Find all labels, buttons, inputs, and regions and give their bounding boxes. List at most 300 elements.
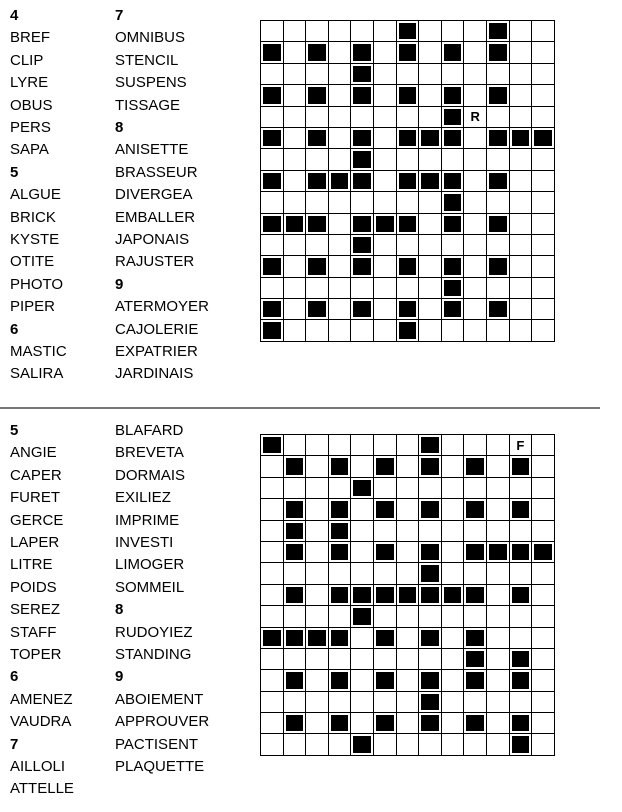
grid-cell-black[interactable] xyxy=(373,541,396,562)
grid-cell[interactable] xyxy=(328,648,351,669)
grid-cell-black[interactable] xyxy=(396,256,419,277)
grid-cell[interactable] xyxy=(306,499,329,520)
grid-cell[interactable] xyxy=(532,584,555,605)
grid-cell-black[interactable] xyxy=(328,584,351,605)
grid-cell[interactable] xyxy=(486,456,509,477)
grid-cell[interactable] xyxy=(396,606,419,627)
grid-cell-black[interactable] xyxy=(509,127,532,148)
grid-cell[interactable] xyxy=(532,477,555,498)
grid-cell[interactable] xyxy=(328,691,351,712)
grid-cell-black[interactable] xyxy=(532,541,555,562)
grid-cell-black[interactable] xyxy=(441,213,464,234)
grid-cell[interactable] xyxy=(419,277,442,298)
grid-cell[interactable] xyxy=(283,234,306,255)
grid-cell[interactable] xyxy=(509,627,532,648)
grid-cell[interactable] xyxy=(509,21,532,42)
grid-cell-black[interactable] xyxy=(419,541,442,562)
grid-cell[interactable] xyxy=(261,106,284,127)
grid-cell[interactable] xyxy=(441,456,464,477)
grid-cell[interactable] xyxy=(419,648,442,669)
grid-cell[interactable] xyxy=(283,127,306,148)
grid-cell[interactable] xyxy=(306,234,329,255)
grid-cell[interactable] xyxy=(532,85,555,106)
grid-cell[interactable] xyxy=(328,320,351,341)
grid-cell-black[interactable] xyxy=(509,584,532,605)
grid-cell[interactable] xyxy=(328,734,351,755)
grid-cell[interactable] xyxy=(373,734,396,755)
grid-cell[interactable] xyxy=(396,106,419,127)
grid-cell[interactable] xyxy=(486,106,509,127)
grid-cell-black[interactable] xyxy=(396,320,419,341)
grid-cell-black[interactable] xyxy=(486,299,509,320)
grid-cell-black[interactable] xyxy=(441,42,464,63)
grid-cell-black[interactable] xyxy=(419,499,442,520)
grid-cell[interactable] xyxy=(509,192,532,213)
grid-cell[interactable] xyxy=(306,149,329,170)
grid-cell-black[interactable] xyxy=(373,627,396,648)
grid-cell-black[interactable] xyxy=(283,670,306,691)
grid-cell[interactable] xyxy=(464,106,487,127)
grid-cell[interactable] xyxy=(419,299,442,320)
grid-cell[interactable] xyxy=(486,63,509,84)
grid-cell-black[interactable] xyxy=(419,713,442,734)
grid-cell-black[interactable] xyxy=(283,520,306,541)
grid-cell[interactable] xyxy=(464,149,487,170)
grid-cell[interactable] xyxy=(373,435,396,456)
grid-cell-black[interactable] xyxy=(351,234,374,255)
grid-cell-black[interactable] xyxy=(261,256,284,277)
grid-cell[interactable] xyxy=(509,320,532,341)
grid-cell[interactable] xyxy=(532,456,555,477)
grid-cell[interactable] xyxy=(306,456,329,477)
grid-cell-black[interactable] xyxy=(351,299,374,320)
grid-cell[interactable] xyxy=(486,734,509,755)
grid-cell[interactable] xyxy=(283,563,306,584)
grid-cell[interactable] xyxy=(328,106,351,127)
grid-cell-black[interactable] xyxy=(351,127,374,148)
grid-cell-black[interactable] xyxy=(464,713,487,734)
grid-cell-black[interactable] xyxy=(441,277,464,298)
grid-cell[interactable] xyxy=(396,627,419,648)
grid-cell[interactable] xyxy=(261,734,284,755)
grid-cell[interactable] xyxy=(283,42,306,63)
grid-cell[interactable] xyxy=(486,648,509,669)
grid-cell-black[interactable] xyxy=(464,541,487,562)
grid-cell[interactable] xyxy=(351,320,374,341)
grid-cell-black[interactable] xyxy=(306,42,329,63)
grid-cell-black[interactable] xyxy=(328,499,351,520)
grid-cell[interactable] xyxy=(419,85,442,106)
grid-cell[interactable] xyxy=(464,42,487,63)
grid-cell[interactable] xyxy=(532,277,555,298)
grid-cell[interactable] xyxy=(283,170,306,191)
grid-cell[interactable] xyxy=(464,213,487,234)
grid-cell[interactable] xyxy=(261,456,284,477)
grid-cell[interactable] xyxy=(441,63,464,84)
grid-cell-black[interactable] xyxy=(464,584,487,605)
grid-cell[interactable] xyxy=(351,713,374,734)
grid-cell[interactable] xyxy=(419,149,442,170)
grid-cell[interactable] xyxy=(464,85,487,106)
grid-cell[interactable] xyxy=(396,670,419,691)
grid-cell-black[interactable] xyxy=(261,170,284,191)
grid-cell[interactable] xyxy=(261,477,284,498)
grid-cell[interactable] xyxy=(306,713,329,734)
grid-cell[interactable] xyxy=(486,499,509,520)
grid-cell[interactable] xyxy=(373,42,396,63)
grid-cell-black[interactable] xyxy=(283,713,306,734)
grid-cell[interactable] xyxy=(328,192,351,213)
grid-cell[interactable] xyxy=(486,713,509,734)
grid-cell[interactable] xyxy=(419,21,442,42)
grid-cell-black[interactable] xyxy=(283,584,306,605)
grid-cell-black[interactable] xyxy=(283,627,306,648)
grid-cell[interactable] xyxy=(328,299,351,320)
grid-cell-black[interactable] xyxy=(328,456,351,477)
grid-cell[interactable] xyxy=(261,520,284,541)
grid-cell[interactable] xyxy=(261,606,284,627)
grid-cell[interactable] xyxy=(373,170,396,191)
grid-cell[interactable] xyxy=(328,477,351,498)
grid-cell[interactable] xyxy=(396,520,419,541)
grid-cell[interactable] xyxy=(396,63,419,84)
grid-cell-black[interactable] xyxy=(306,170,329,191)
grid-cell-black[interactable] xyxy=(509,713,532,734)
grid-cell-black[interactable] xyxy=(396,42,419,63)
grid-cell[interactable] xyxy=(464,563,487,584)
grid-cell[interactable] xyxy=(373,648,396,669)
grid-cell[interactable] xyxy=(396,563,419,584)
grid-cell[interactable] xyxy=(328,213,351,234)
grid-cell[interactable] xyxy=(351,670,374,691)
grid-cell-black[interactable] xyxy=(486,85,509,106)
grid-cell-black[interactable] xyxy=(396,85,419,106)
grid-cell[interactable] xyxy=(261,149,284,170)
grid-cell-black[interactable] xyxy=(328,627,351,648)
grid-cell[interactable] xyxy=(283,192,306,213)
grid-cell-black[interactable] xyxy=(373,584,396,605)
grid-cell[interactable] xyxy=(306,541,329,562)
grid-cell-black[interactable] xyxy=(509,499,532,520)
grid-cell[interactable] xyxy=(441,149,464,170)
grid-cell[interactable] xyxy=(351,277,374,298)
grid-cell-black[interactable] xyxy=(441,192,464,213)
grid-cell[interactable] xyxy=(419,606,442,627)
grid-cell[interactable] xyxy=(486,435,509,456)
grid-cell[interactable] xyxy=(261,713,284,734)
grid-cell-black[interactable] xyxy=(261,435,284,456)
grid-cell[interactable] xyxy=(532,213,555,234)
grid-cell-black[interactable] xyxy=(396,584,419,605)
grid-cell[interactable] xyxy=(328,149,351,170)
grid-cell[interactable] xyxy=(464,299,487,320)
grid-cell-black[interactable] xyxy=(509,541,532,562)
grid-cell-black[interactable] xyxy=(351,734,374,755)
grid-cell[interactable] xyxy=(532,170,555,191)
grid-cell[interactable] xyxy=(532,435,555,456)
grid-cell[interactable] xyxy=(283,21,306,42)
grid-cell[interactable] xyxy=(532,734,555,755)
grid-cell[interactable] xyxy=(532,320,555,341)
grid-cell[interactable] xyxy=(351,541,374,562)
grid-cell[interactable] xyxy=(351,563,374,584)
grid-cell[interactable] xyxy=(441,320,464,341)
grid-cell-black[interactable] xyxy=(306,299,329,320)
grid-cell-black[interactable] xyxy=(419,691,442,712)
grid-cell[interactable] xyxy=(441,734,464,755)
grid-cell[interactable] xyxy=(419,192,442,213)
grid-cell[interactable] xyxy=(509,435,532,456)
grid-cell-black[interactable] xyxy=(419,127,442,148)
grid-cell[interactable] xyxy=(306,648,329,669)
grid-cell[interactable] xyxy=(328,127,351,148)
grid-cell-black[interactable] xyxy=(441,256,464,277)
grid-cell[interactable] xyxy=(464,170,487,191)
grid-cell-black[interactable] xyxy=(261,627,284,648)
grid-cell[interactable] xyxy=(509,234,532,255)
grid-cell[interactable] xyxy=(464,734,487,755)
grid-cell[interactable] xyxy=(261,63,284,84)
grid-cell[interactable] xyxy=(373,606,396,627)
grid-cell[interactable] xyxy=(261,584,284,605)
grid-cell-black[interactable] xyxy=(509,734,532,755)
grid-cell-black[interactable] xyxy=(306,127,329,148)
grid-cell[interactable] xyxy=(464,234,487,255)
grid-cell[interactable] xyxy=(373,256,396,277)
grid-cell-black[interactable] xyxy=(509,670,532,691)
grid-cell[interactable] xyxy=(351,21,374,42)
grid-cell[interactable] xyxy=(306,606,329,627)
grid-cell[interactable] xyxy=(419,234,442,255)
grid-cell-black[interactable] xyxy=(419,584,442,605)
grid-cell[interactable] xyxy=(464,477,487,498)
grid-cell[interactable] xyxy=(261,648,284,669)
grid-cell[interactable] xyxy=(486,320,509,341)
grid-cell[interactable] xyxy=(306,563,329,584)
grid-cell[interactable] xyxy=(283,106,306,127)
grid-cell[interactable] xyxy=(351,499,374,520)
grid-cell-black[interactable] xyxy=(419,435,442,456)
grid-cell[interactable] xyxy=(396,234,419,255)
grid-cell[interactable] xyxy=(441,477,464,498)
grid-cell[interactable] xyxy=(441,21,464,42)
grid-cell[interactable] xyxy=(441,435,464,456)
grid-cell-black[interactable] xyxy=(396,299,419,320)
grid-cell[interactable] xyxy=(464,606,487,627)
grid-cell[interactable] xyxy=(283,477,306,498)
grid-cell-black[interactable] xyxy=(486,256,509,277)
grid-cell-black[interactable] xyxy=(441,106,464,127)
grid-cell[interactable] xyxy=(532,606,555,627)
grid-cell-black[interactable] xyxy=(486,541,509,562)
grid-cell[interactable] xyxy=(464,63,487,84)
grid-cell-black[interactable] xyxy=(351,477,374,498)
grid-cell[interactable] xyxy=(441,627,464,648)
grid-cell[interactable] xyxy=(283,85,306,106)
grid-cell[interactable] xyxy=(419,320,442,341)
grid-cell-black[interactable] xyxy=(328,670,351,691)
grid-cell-black[interactable] xyxy=(351,213,374,234)
grid-cell[interactable] xyxy=(261,691,284,712)
grid-cell[interactable] xyxy=(441,648,464,669)
grid-cell[interactable] xyxy=(532,713,555,734)
grid-cell-black[interactable] xyxy=(306,256,329,277)
grid-cell[interactable] xyxy=(283,256,306,277)
grid-cell-black[interactable] xyxy=(419,627,442,648)
grid-cell[interactable] xyxy=(464,192,487,213)
grid-cell[interactable] xyxy=(396,691,419,712)
grid-cell[interactable] xyxy=(373,127,396,148)
grid-cell[interactable] xyxy=(373,149,396,170)
grid-cell-black[interactable] xyxy=(486,21,509,42)
grid-cell[interactable] xyxy=(464,277,487,298)
grid-cell[interactable] xyxy=(396,541,419,562)
grid-cell[interactable] xyxy=(373,277,396,298)
grid-cell-black[interactable] xyxy=(419,456,442,477)
grid-cell-black[interactable] xyxy=(486,127,509,148)
grid-cell[interactable] xyxy=(532,627,555,648)
grid-cell[interactable] xyxy=(373,192,396,213)
grid-cell[interactable] xyxy=(306,520,329,541)
grid-cell[interactable] xyxy=(261,21,284,42)
grid-cell[interactable] xyxy=(373,234,396,255)
grid-cell[interactable] xyxy=(328,277,351,298)
grid-cell[interactable] xyxy=(509,213,532,234)
grid-cell-black[interactable] xyxy=(486,42,509,63)
grid-cell[interactable] xyxy=(396,499,419,520)
grid-cell-black[interactable] xyxy=(306,627,329,648)
grid-cell[interactable] xyxy=(441,606,464,627)
grid-cell[interactable] xyxy=(532,192,555,213)
grid-cell-black[interactable] xyxy=(351,85,374,106)
grid-cell-black[interactable] xyxy=(373,499,396,520)
grid-cell-black[interactable] xyxy=(306,213,329,234)
grid-cell-black[interactable] xyxy=(351,42,374,63)
grid-cell[interactable] xyxy=(532,520,555,541)
grid-cell[interactable] xyxy=(328,606,351,627)
grid-cell[interactable] xyxy=(486,234,509,255)
grid-cell[interactable] xyxy=(351,192,374,213)
grid-cell[interactable] xyxy=(373,106,396,127)
crossword-grid-1[interactable] xyxy=(260,20,555,342)
grid-cell[interactable] xyxy=(306,63,329,84)
grid-cell[interactable] xyxy=(532,670,555,691)
grid-cell[interactable] xyxy=(351,648,374,669)
grid-cell[interactable] xyxy=(328,85,351,106)
grid-cell-black[interactable] xyxy=(261,213,284,234)
grid-cell-black[interactable] xyxy=(419,170,442,191)
grid-cell-black[interactable] xyxy=(283,499,306,520)
grid-cell[interactable] xyxy=(283,435,306,456)
grid-cell[interactable] xyxy=(396,277,419,298)
grid-cell[interactable] xyxy=(441,563,464,584)
grid-cell[interactable] xyxy=(532,299,555,320)
grid-cell-black[interactable] xyxy=(509,648,532,669)
grid-cell-black[interactable] xyxy=(441,127,464,148)
grid-cell[interactable] xyxy=(509,299,532,320)
grid-cell[interactable] xyxy=(261,670,284,691)
grid-cell-black[interactable] xyxy=(441,85,464,106)
grid-cell[interactable] xyxy=(532,21,555,42)
grid-cell-black[interactable] xyxy=(441,584,464,605)
grid-cell[interactable] xyxy=(328,234,351,255)
grid-cell[interactable] xyxy=(509,170,532,191)
grid-cell[interactable] xyxy=(419,213,442,234)
grid-cell[interactable] xyxy=(396,192,419,213)
grid-cell[interactable] xyxy=(351,456,374,477)
grid-cell[interactable] xyxy=(261,499,284,520)
grid-cell-black[interactable] xyxy=(441,299,464,320)
grid-cell[interactable] xyxy=(373,563,396,584)
grid-cell-black[interactable] xyxy=(486,213,509,234)
grid-cell[interactable] xyxy=(486,149,509,170)
grid-cell[interactable] xyxy=(306,192,329,213)
grid-cell-black[interactable] xyxy=(261,127,284,148)
grid-cell[interactable] xyxy=(509,477,532,498)
grid-cell[interactable] xyxy=(328,21,351,42)
grid-cell-black[interactable] xyxy=(351,256,374,277)
grid-cell[interactable] xyxy=(486,627,509,648)
grid-cell[interactable] xyxy=(532,563,555,584)
grid-cell[interactable] xyxy=(486,670,509,691)
grid-cell[interactable] xyxy=(306,584,329,605)
grid-cell-black[interactable] xyxy=(396,21,419,42)
grid-cell[interactable] xyxy=(486,477,509,498)
grid-cell[interactable] xyxy=(509,691,532,712)
grid-cell-black[interactable] xyxy=(261,42,284,63)
grid-cell-black[interactable] xyxy=(306,85,329,106)
grid-cell-black[interactable] xyxy=(396,213,419,234)
grid-cell[interactable] xyxy=(351,691,374,712)
grid-cell[interactable] xyxy=(306,21,329,42)
grid-cell[interactable] xyxy=(532,63,555,84)
grid-cell[interactable] xyxy=(464,320,487,341)
grid-cell[interactable] xyxy=(306,734,329,755)
grid-cell[interactable] xyxy=(464,21,487,42)
grid-cell[interactable] xyxy=(396,456,419,477)
grid-cell[interactable] xyxy=(486,563,509,584)
grid-cell[interactable] xyxy=(261,541,284,562)
grid-cell[interactable] xyxy=(486,584,509,605)
grid-cell[interactable] xyxy=(351,106,374,127)
grid-cell-black[interactable] xyxy=(464,648,487,669)
grid-cell[interactable] xyxy=(464,127,487,148)
grid-cell[interactable] xyxy=(261,563,284,584)
grid-cell[interactable] xyxy=(283,63,306,84)
grid-cell[interactable] xyxy=(509,520,532,541)
grid-cell[interactable] xyxy=(532,256,555,277)
grid-cell[interactable] xyxy=(351,520,374,541)
grid-cell[interactable] xyxy=(306,477,329,498)
grid-cell[interactable] xyxy=(396,648,419,669)
grid-cell[interactable] xyxy=(419,63,442,84)
grid-cell[interactable] xyxy=(419,256,442,277)
grid-cell[interactable] xyxy=(283,734,306,755)
grid-cell-black[interactable] xyxy=(328,170,351,191)
grid-cell[interactable] xyxy=(486,606,509,627)
grid-cell[interactable] xyxy=(351,627,374,648)
grid-cell-black[interactable] xyxy=(464,499,487,520)
grid-cell-black[interactable] xyxy=(441,170,464,191)
grid-cell[interactable] xyxy=(486,691,509,712)
grid-cell[interactable] xyxy=(396,477,419,498)
grid-cell[interactable] xyxy=(351,435,374,456)
grid-cell-black[interactable] xyxy=(464,456,487,477)
grid-cell[interactable] xyxy=(396,435,419,456)
grid-cell[interactable] xyxy=(509,256,532,277)
grid-cell[interactable] xyxy=(306,435,329,456)
grid-cell-black[interactable] xyxy=(373,670,396,691)
